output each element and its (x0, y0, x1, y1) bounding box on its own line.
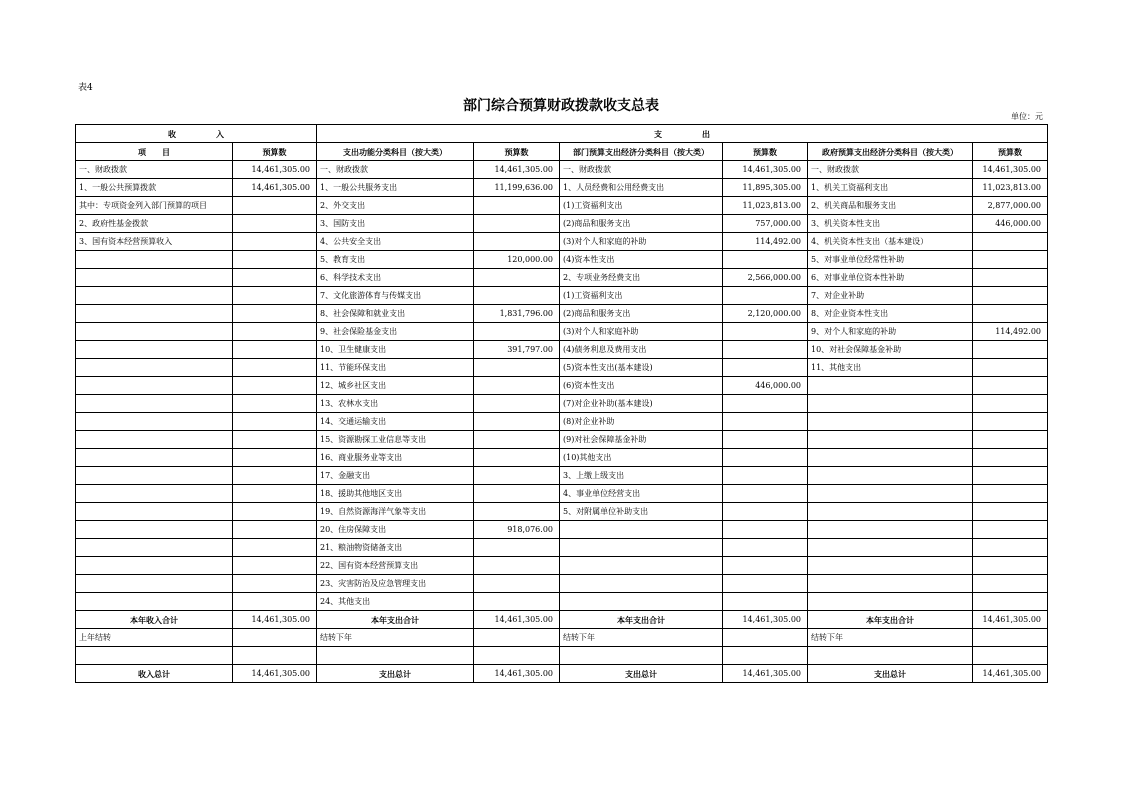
item-label-cell: (1)工资福利支出 (560, 287, 723, 305)
budget-amount-cell (973, 359, 1048, 377)
budget-amount-cell (474, 197, 560, 215)
item-label-cell (560, 539, 723, 557)
budget-amount-cell (973, 341, 1048, 359)
item-label-cell (560, 557, 723, 575)
budget-amount-cell: 14,461,305.00 (233, 161, 317, 179)
item-label-cell: (7)对企业补助(基本建设) (560, 395, 723, 413)
item-label-cell: 11、其他支出 (808, 359, 973, 377)
budget-amount-cell (474, 503, 560, 521)
item-label-cell: 7、对企业补助 (808, 287, 973, 305)
budget-amount-cell (973, 233, 1048, 251)
item-label-cell (76, 359, 233, 377)
item-label-cell (76, 575, 233, 593)
item-label-cell (76, 323, 233, 341)
item-label-cell: 支出总计 (560, 665, 723, 683)
table-row (76, 233, 1048, 251)
item-label-cell: 7、文化旅游体育与传媒支出 (317, 287, 474, 305)
col-header-budget: 预算数 (973, 143, 1048, 161)
item-label-cell: 2、政府性基金拨款 (76, 215, 233, 233)
budget-amount-cell: 11,199,636.00 (474, 179, 560, 197)
budget-amount-cell: 14,461,305.00 (723, 665, 808, 683)
budget-amount-cell (474, 485, 560, 503)
item-label-cell: 21、粮油物资储备支出 (317, 539, 474, 557)
budget-amount-cell (233, 395, 317, 413)
budget-amount-cell (723, 503, 808, 521)
item-label-cell (808, 377, 973, 395)
item-label-cell (808, 449, 973, 467)
item-label-cell: (2)商品和服务支出 (560, 215, 723, 233)
budget-amount-cell: 14,461,305.00 (233, 179, 317, 197)
budget-amount-cell (233, 251, 317, 269)
budget-amount-cell (474, 557, 560, 575)
total-row (76, 647, 1048, 665)
item-label-cell: (5)资本性支出(基本建设) (560, 359, 723, 377)
table-row (76, 449, 1048, 467)
budget-amount-cell (723, 539, 808, 557)
budget-amount-cell (723, 467, 808, 485)
budget-amount-cell (723, 413, 808, 431)
item-label-cell (808, 395, 973, 413)
budget-amount-cell (973, 377, 1048, 395)
item-label-cell: 18、援助其他地区支出 (317, 485, 474, 503)
budget-amount-cell (723, 341, 808, 359)
table-row (76, 593, 1048, 611)
budget-amount-cell (474, 359, 560, 377)
item-label-cell: 本年支出合计 (317, 611, 474, 629)
budget-amount-cell: 14,461,305.00 (723, 161, 808, 179)
budget-amount-cell (723, 521, 808, 539)
table-row (76, 269, 1048, 287)
budget-amount-cell (474, 593, 560, 611)
budget-amount-cell (973, 521, 1048, 539)
item-label-cell: 14、交通运输支出 (317, 413, 474, 431)
item-label-cell: (10)其他支出 (560, 449, 723, 467)
item-label-cell: 2、机关商品和服务支出 (808, 197, 973, 215)
item-label-cell: 8、社会保障和就业支出 (317, 305, 474, 323)
budget-amount-cell (723, 395, 808, 413)
item-label-cell (76, 557, 233, 575)
budget-amount-cell: 11,895,305.00 (723, 179, 808, 197)
item-label-cell (808, 647, 973, 665)
table-row (76, 215, 1048, 233)
table-row (76, 161, 1048, 179)
item-label-cell (76, 395, 233, 413)
budget-amount-cell (474, 413, 560, 431)
budget-amount-cell (233, 215, 317, 233)
budget-amount-cell: 757,000.00 (723, 215, 808, 233)
item-label-cell: 20、住房保障支出 (317, 521, 474, 539)
table-row (76, 467, 1048, 485)
budget-amount-cell (973, 593, 1048, 611)
budget-amount-cell: 446,000.00 (723, 377, 808, 395)
budget-amount-cell (723, 647, 808, 665)
budget-amount-cell (233, 593, 317, 611)
item-label-cell (808, 539, 973, 557)
budget-amount-cell (973, 449, 1048, 467)
table-row (76, 359, 1048, 377)
budget-amount-cell (723, 359, 808, 377)
budget-amount-cell: 11,023,813.00 (973, 179, 1048, 197)
table-number: 表4 (78, 83, 93, 93)
item-label-cell: 1、机关工资福利支出 (808, 179, 973, 197)
item-label-cell (76, 467, 233, 485)
budget-amount-cell (474, 431, 560, 449)
table-row (76, 485, 1048, 503)
budget-amount-cell: 2,566,000.00 (723, 269, 808, 287)
item-label-cell: 2、专项业务经费支出 (560, 269, 723, 287)
col-header-gov-econ-class: 政府预算支出经济分类科目（按大类） (808, 143, 973, 161)
item-label-cell: 3、上缴上级支出 (560, 467, 723, 485)
item-label-cell (76, 251, 233, 269)
item-label-cell: 一、财政拨款 (317, 161, 474, 179)
item-label-cell (808, 413, 973, 431)
item-label-cell (560, 593, 723, 611)
budget-amount-cell (233, 503, 317, 521)
budget-amount-cell: 14,461,305.00 (233, 665, 317, 683)
item-label-cell: 一、财政拨款 (560, 161, 723, 179)
item-label-cell: 3、国防支出 (317, 215, 474, 233)
item-label-cell: (3)对个人和家庭补助 (560, 323, 723, 341)
item-label-cell: 1、一般公共服务支出 (317, 179, 474, 197)
item-label-cell: 3、国有资本经营预算收入 (76, 233, 233, 251)
item-label-cell: (3)对个人和家庭的补助 (560, 233, 723, 251)
item-label-cell: (4)资本性支出 (560, 251, 723, 269)
budget-amount-cell (474, 647, 560, 665)
item-label-cell: 10、卫生健康支出 (317, 341, 474, 359)
col-header-budget: 预算数 (723, 143, 808, 161)
table-row (76, 395, 1048, 413)
total-row (76, 611, 1048, 629)
item-label-cell: 10、对社会保障基金补助 (808, 341, 973, 359)
budget-amount-cell (233, 269, 317, 287)
item-label-cell (808, 431, 973, 449)
item-label-cell: 12、城乡社区支出 (317, 377, 474, 395)
budget-amount-cell: 391,797.00 (474, 341, 560, 359)
item-label-cell (76, 521, 233, 539)
item-label-cell (808, 521, 973, 539)
budget-amount-cell: 14,461,305.00 (474, 611, 560, 629)
item-label-cell (808, 467, 973, 485)
item-label-cell: 6、科学技术支出 (317, 269, 474, 287)
budget-amount-cell: 14,461,305.00 (474, 665, 560, 683)
item-label-cell (808, 593, 973, 611)
item-label-cell: 9、对个人和家庭的补助 (808, 323, 973, 341)
item-label-cell: (4)债务利息及费用支出 (560, 341, 723, 359)
table-row (76, 521, 1048, 539)
budget-amount-cell (233, 647, 317, 665)
item-label-cell (76, 287, 233, 305)
item-label-cell: 5、教育支出 (317, 251, 474, 269)
item-label-cell: 一、财政拨款 (76, 161, 233, 179)
table-row (76, 377, 1048, 395)
item-label-cell: 其中：专项资金列入部门预算的项目 (76, 197, 233, 215)
budget-amount-cell (233, 233, 317, 251)
item-label-cell (317, 647, 474, 665)
budget-amount-cell (973, 647, 1048, 665)
total-row (76, 665, 1048, 683)
expense-section-header: 支 出 (317, 125, 1048, 143)
budget-amount-cell (233, 413, 317, 431)
budget-amount-cell (973, 539, 1048, 557)
budget-amount-cell: 120,000.00 (474, 251, 560, 269)
item-label-cell: 6、对事业单位资本性补助 (808, 269, 973, 287)
item-label-cell: 2、外交支出 (317, 197, 474, 215)
budget-amount-cell (723, 575, 808, 593)
table-row (76, 431, 1048, 449)
col-header-budget: 预算数 (233, 143, 317, 161)
table-row (76, 197, 1048, 215)
item-label-cell (560, 575, 723, 593)
budget-amount-cell (233, 305, 317, 323)
item-label-cell: 8、对企业资本性支出 (808, 305, 973, 323)
budget-amount-cell (474, 449, 560, 467)
budget-amount-cell (973, 269, 1048, 287)
item-label-cell: 本年收入合计 (76, 611, 233, 629)
budget-amount-cell (233, 485, 317, 503)
item-label-cell (76, 269, 233, 287)
item-label-cell (808, 503, 973, 521)
item-label-cell: 9、社会保险基金支出 (317, 323, 474, 341)
budget-amount-cell (973, 629, 1048, 647)
item-label-cell: 11、节能环保支出 (317, 359, 474, 377)
budget-amount-cell: 11,023,813.00 (723, 197, 808, 215)
unit-label: 单位：元 (1011, 112, 1043, 121)
budget-amount-cell (723, 251, 808, 269)
budget-amount-cell: 14,461,305.00 (474, 161, 560, 179)
item-label-cell (808, 485, 973, 503)
budget-amount-cell: 114,492.00 (973, 323, 1048, 341)
item-label-cell: (1)工资福利支出 (560, 197, 723, 215)
budget-amount-cell (973, 287, 1048, 305)
budget-amount-cell (973, 557, 1048, 575)
budget-amount-cell: 2,120,000.00 (723, 305, 808, 323)
budget-amount-cell (723, 629, 808, 647)
budget-amount-cell (474, 233, 560, 251)
item-label-cell: 本年支出合计 (808, 611, 973, 629)
budget-amount-cell: 14,461,305.00 (233, 611, 317, 629)
budget-amount-cell: 14,461,305.00 (973, 665, 1048, 683)
budget-amount-cell (233, 287, 317, 305)
page-title: 部门综合预算财政拨款收支总表 (463, 98, 659, 114)
item-label-cell (76, 647, 233, 665)
budget-amount-cell (474, 323, 560, 341)
col-header-dept-econ-class: 部门预算支出经济分类科目（按大类） (560, 143, 723, 161)
item-label-cell (76, 485, 233, 503)
budget-amount-cell (973, 305, 1048, 323)
section-header-row (76, 125, 1048, 143)
item-label-cell: 4、机关资本性支出（基本建设） (808, 233, 973, 251)
budget-amount-cell: 918,076.00 (474, 521, 560, 539)
table-row (76, 251, 1048, 269)
budget-amount-cell (474, 539, 560, 557)
budget-amount-cell (474, 575, 560, 593)
budget-amount-cell (233, 521, 317, 539)
item-label-cell: 13、农林水支出 (317, 395, 474, 413)
col-header-function-class: 支出功能分类科目（按大类） (317, 143, 474, 161)
budget-amount-cell (723, 431, 808, 449)
budget-amount-cell (233, 323, 317, 341)
item-label-cell (76, 413, 233, 431)
item-label-cell: 本年支出合计 (560, 611, 723, 629)
budget-amount-cell: 446,000.00 (973, 215, 1048, 233)
item-label-cell: (6)资本性支出 (560, 377, 723, 395)
budget-amount-cell (723, 323, 808, 341)
budget-amount-cell (474, 377, 560, 395)
item-label-cell: 支出总计 (317, 665, 474, 683)
item-label-cell: 1、人员经费和公用经费支出 (560, 179, 723, 197)
table-row (76, 287, 1048, 305)
item-label-cell: 5、对事业单位经常性补助 (808, 251, 973, 269)
item-label-cell: 17、金融支出 (317, 467, 474, 485)
budget-amount-cell (723, 485, 808, 503)
item-label-cell: 结转下年 (560, 629, 723, 647)
table-row (76, 503, 1048, 521)
item-label-cell (76, 305, 233, 323)
item-label-cell: (2)商品和服务支出 (560, 305, 723, 323)
budget-amount-cell (474, 467, 560, 485)
budget-amount-cell (973, 251, 1048, 269)
item-label-cell: 24、其他支出 (317, 593, 474, 611)
table-row (76, 179, 1048, 197)
column-header-row (76, 143, 1048, 161)
budget-amount-cell (474, 395, 560, 413)
item-label-cell: (9)对社会保障基金补助 (560, 431, 723, 449)
budget-amount-cell (973, 485, 1048, 503)
budget-amount-cell: 2,877,000.00 (973, 197, 1048, 215)
item-label-cell (560, 521, 723, 539)
budget-amount-cell (723, 287, 808, 305)
budget-table (75, 124, 1048, 683)
budget-amount-cell (973, 575, 1048, 593)
table-row (76, 539, 1048, 557)
income-section-header: 收 入 (76, 125, 317, 143)
item-label-cell (808, 557, 973, 575)
item-label-cell: 结转下年 (808, 629, 973, 647)
budget-amount-cell (973, 503, 1048, 521)
budget-amount-cell (233, 575, 317, 593)
budget-amount-cell (723, 593, 808, 611)
budget-amount-cell (973, 467, 1048, 485)
item-label-cell: 22、国有资本经营预算支出 (317, 557, 474, 575)
item-label-cell: 23、灾害防治及应急管理支出 (317, 575, 474, 593)
budget-amount-cell (233, 557, 317, 575)
item-label-cell: 19、自然资源海洋气象等支出 (317, 503, 474, 521)
budget-amount-cell (233, 629, 317, 647)
item-label-cell (808, 575, 973, 593)
budget-amount-cell (474, 287, 560, 305)
item-label-cell: 4、事业单位经营支出 (560, 485, 723, 503)
budget-amount-cell (233, 539, 317, 557)
item-label-cell: 上年结转 (76, 629, 233, 647)
item-label-cell: 结转下年 (317, 629, 474, 647)
budget-amount-cell (474, 215, 560, 233)
budget-amount-cell (474, 269, 560, 287)
item-label-cell: 一、财政拨款 (808, 161, 973, 179)
total-row (76, 629, 1048, 647)
table-row (76, 413, 1048, 431)
table-row (76, 557, 1048, 575)
budget-amount-cell (973, 413, 1048, 431)
budget-amount-cell: 14,461,305.00 (723, 611, 808, 629)
item-label-cell (76, 449, 233, 467)
budget-amount-cell (723, 557, 808, 575)
budget-amount-cell (233, 467, 317, 485)
item-label-cell (76, 431, 233, 449)
budget-amount-cell (233, 359, 317, 377)
item-label-cell: (8)对企业补助 (560, 413, 723, 431)
item-label-cell (76, 539, 233, 557)
item-label-cell: 支出总计 (808, 665, 973, 683)
table-row (76, 323, 1048, 341)
item-label-cell: 4、公共安全支出 (317, 233, 474, 251)
item-label-cell: 收入总计 (76, 665, 233, 683)
budget-amount-cell (973, 431, 1048, 449)
item-label-cell (76, 593, 233, 611)
table-row (76, 575, 1048, 593)
item-label-cell (560, 647, 723, 665)
budget-amount-cell (233, 377, 317, 395)
budget-amount-cell (474, 629, 560, 647)
budget-amount-cell (973, 395, 1048, 413)
item-label-cell (76, 341, 233, 359)
budget-amount-cell: 1,831,796.00 (474, 305, 560, 323)
item-label-cell (76, 503, 233, 521)
item-label-cell: 3、机关资本性支出 (808, 215, 973, 233)
budget-amount-cell (723, 449, 808, 467)
table-row (76, 341, 1048, 359)
budget-amount-cell: 114,492.00 (723, 233, 808, 251)
budget-amount-cell (233, 341, 317, 359)
item-label-cell: 15、资源勘探工业信息等支出 (317, 431, 474, 449)
budget-amount-cell (233, 431, 317, 449)
budget-amount-cell (233, 197, 317, 215)
item-label-cell: 16、商业服务业等支出 (317, 449, 474, 467)
col-header-item: 项 目 (76, 143, 233, 161)
budget-amount-cell: 14,461,305.00 (973, 611, 1048, 629)
col-header-budget: 预算数 (474, 143, 560, 161)
item-label-cell: 5、对附属单位补助支出 (560, 503, 723, 521)
item-label-cell: 1、一般公共预算拨款 (76, 179, 233, 197)
budget-amount-cell: 14,461,305.00 (973, 161, 1048, 179)
item-label-cell (76, 377, 233, 395)
budget-amount-cell (233, 449, 317, 467)
table-row (76, 305, 1048, 323)
